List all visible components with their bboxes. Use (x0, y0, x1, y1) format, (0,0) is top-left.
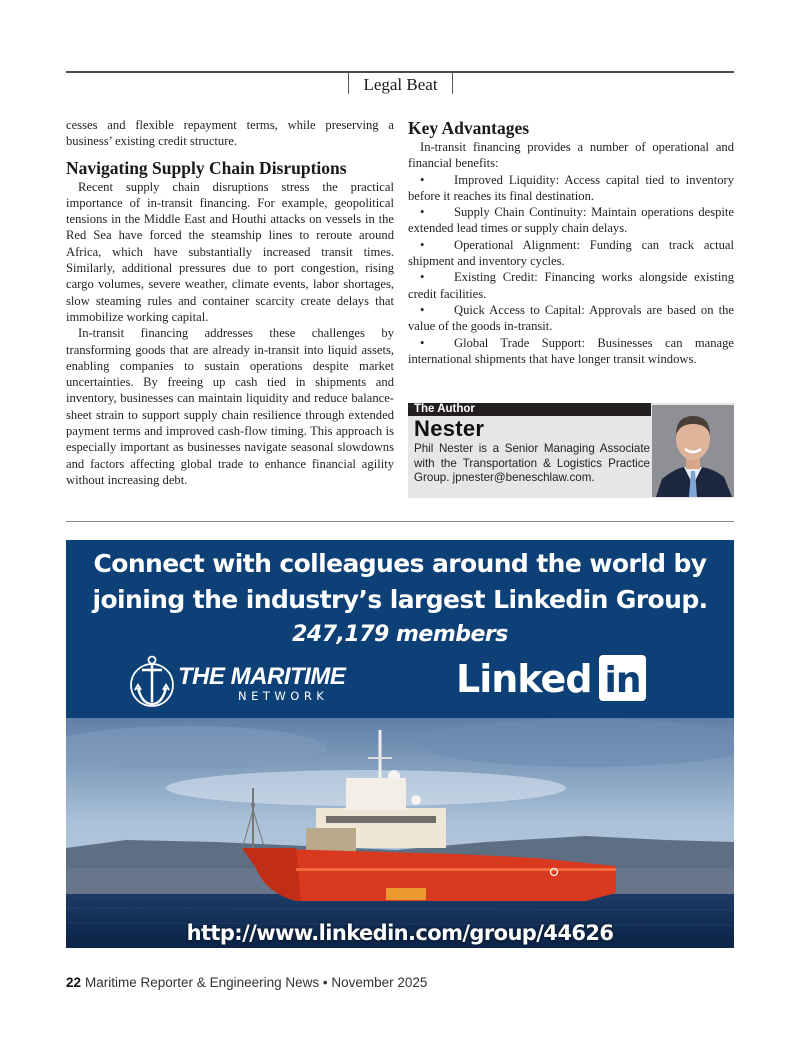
author-label: The Author (408, 403, 651, 416)
left-column (66, 117, 394, 488)
author-name: Nester (414, 416, 485, 441)
member-count: 247,179 members (292, 622, 508, 647)
section-heading: Navigating Supply Chain Disruptions (66, 157, 347, 178)
bullet-item: • Supply Chain Continuity: Maintain operations despite extended lead times or supply chain delays. (408, 205, 734, 236)
author-photo (652, 405, 734, 497)
intro-text: cesses and flexible repayment terms, while preserving a business’ existing credit structure. (66, 118, 394, 149)
paragraph: Recent supply chain disruptions stress the practical importance of in-transit financing. For example, geopolitical tensions in the Middle East and Houthi attacks on vessels in the Red Sea have forced the steamship lines to reroute around Africa, which have substantially increased transit times. Similarly, additional pressures due to port congestion, rising cargo volumes, severe weather, climate events, labor shortages, slow steaming rules and container scarcity create delays that immobilize working capital. (66, 179, 394, 324)
section-heading: Key Advantages (408, 118, 530, 138)
section-divider (66, 521, 734, 522)
bullet-item: • Quick Access to Capital: Approvals are based on the value of the goods in-transit. (408, 302, 734, 334)
publication-info: Maritime Reporter & Engineering News • November 2025 (85, 975, 428, 990)
paragraph: In-transit financing provides a number of operational and financial benefits: (408, 140, 734, 171)
bullet-icon: • (420, 335, 425, 350)
linkedin-in-icon: in (599, 655, 646, 701)
linkedin-group-link[interactable]: http://www.linkedin.com/group/44626 (186, 921, 614, 945)
vessel-photo (66, 718, 734, 948)
page-number: 22 (66, 975, 82, 990)
bullet-icon: • (420, 205, 425, 220)
bullet-item: • Improved Liquidity: Access capital tied to inventory before it reaches its final destination. (408, 172, 734, 203)
author-portrait-icon (652, 405, 734, 497)
maritime-network-logo: THE MARITIME NETWORK (128, 654, 368, 712)
bullet-icon: • (420, 302, 425, 317)
bullet-icon: • (420, 237, 425, 252)
anchor-icon (128, 654, 178, 712)
ad-headline: Connect with colleagues around the world by joining the industry’s largest Linkedin Group. (92, 549, 708, 614)
author-bio: Phil Nester is a Senior Managing Associate with the Transportation & Logistics Practice Group. jpnester@beneschlaw.com. (414, 442, 650, 485)
right-column (408, 118, 734, 367)
bullet-icon: • (420, 270, 425, 285)
paragraph: In-transit financing addresses these challenges by transforming goods that are already in-transit into liquid assets, enabling companies to sustain operations despite market uncertainties. By freeing up cash tied in shipments and inventory, businesses can maintain liquidity and reduce balance-sheet strain to support supply chain resilience through extended payment terms and improved cash-flow timing. This approach is especially important as businesses navigate seasonal slowdowns and factors affecting global trade to enhance financial agility without increasing debt. (66, 326, 394, 487)
page-footer (66, 975, 427, 991)
bullet-item: • Existing Credit: Financing works alongside existing credit facilities. (408, 270, 734, 301)
ad-banner: Connect with colleagues around the world by joining the industry’s largest Linkedin Group. 247,179 members THE MARITIME NETWORK Linked in (66, 540, 734, 718)
linkedin-advertisement[interactable] (66, 540, 734, 948)
bullet-item: • Global Trade Support: Businesses can manage international shipments that have longer transit windows. (408, 335, 734, 366)
bullet-item: • Operational Alignment: Funding can track actual shipment and inventory cycles. (408, 237, 734, 269)
bullet-icon: • (420, 172, 425, 187)
section-label: Legal Beat (348, 73, 453, 94)
